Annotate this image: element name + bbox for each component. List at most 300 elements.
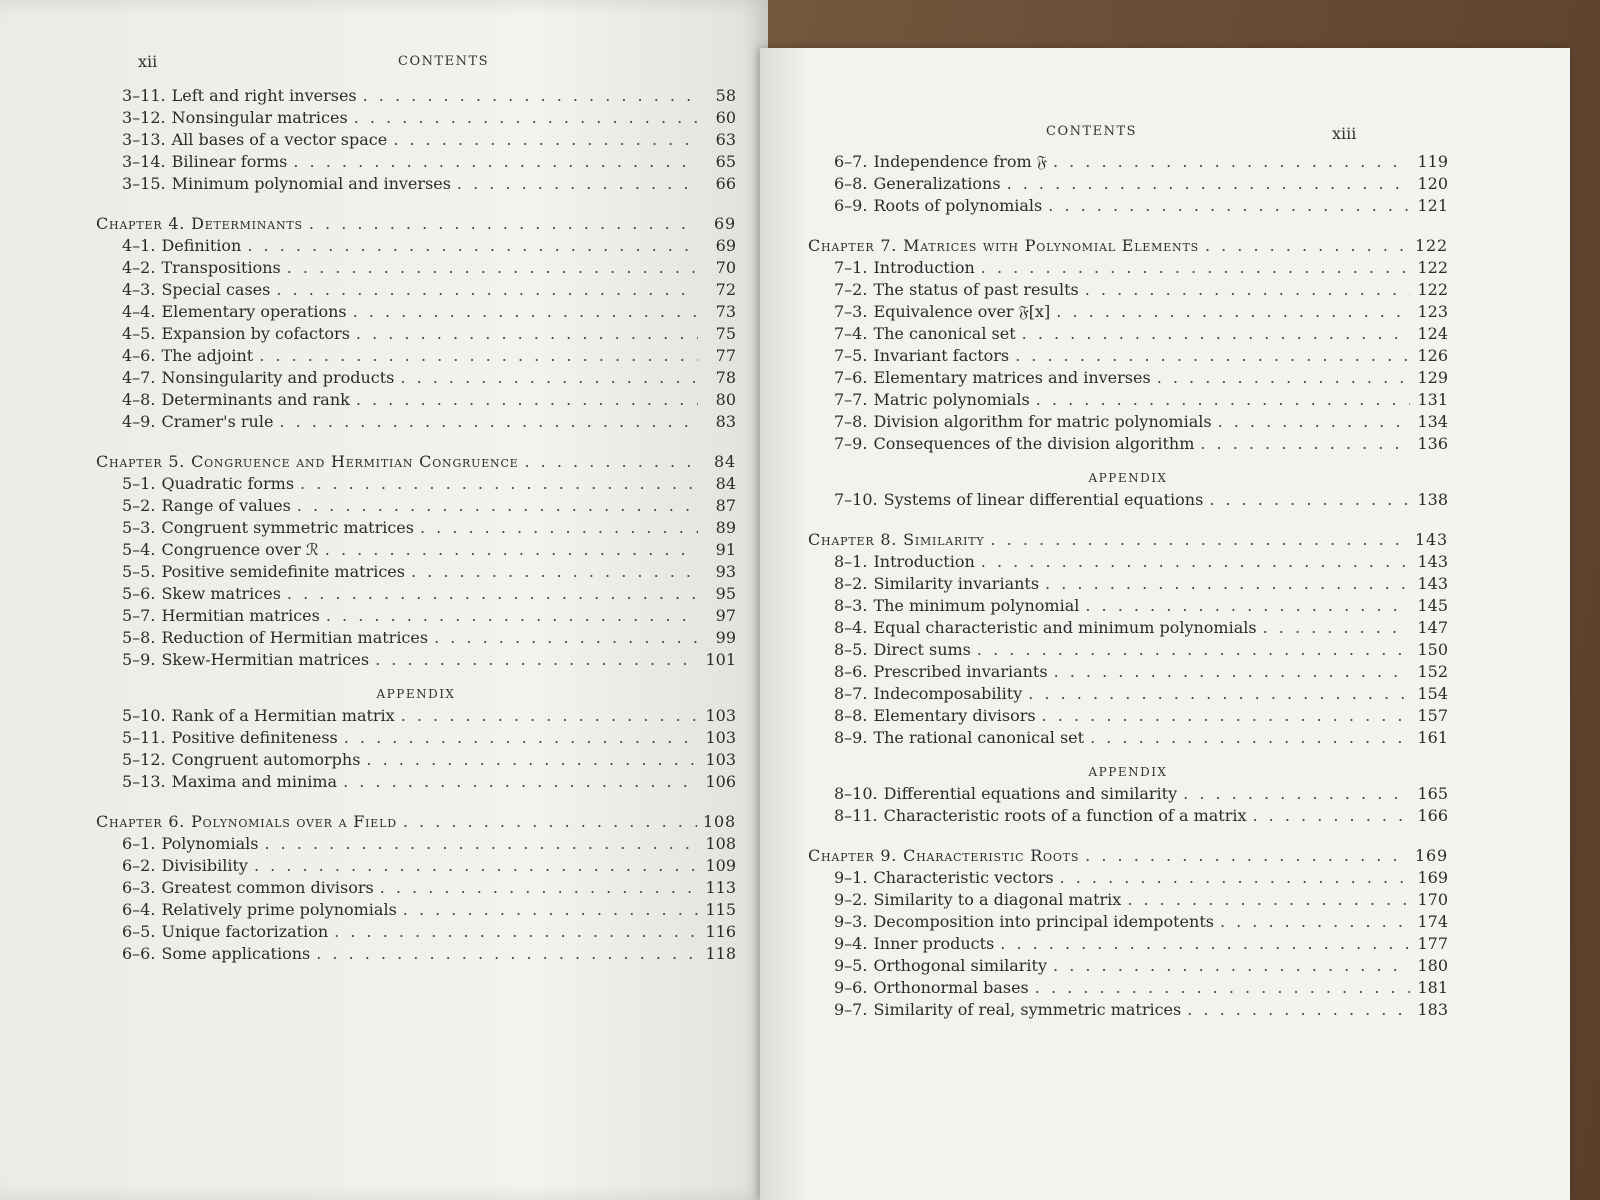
toc-section-number: 7–9.	[834, 434, 868, 453]
toc-page-number: 70	[715, 258, 736, 277]
toc-section-title: Introduction	[873, 258, 975, 277]
toc-page-number: 72	[715, 280, 736, 299]
toc-entry	[808, 640, 1448, 662]
toc-chapter-title: Chapter 5. Congruence and Hermitian Congruence	[96, 452, 519, 471]
toc-page-number: 124	[1417, 324, 1448, 343]
toc-leader-dots	[1056, 302, 1410, 321]
toc-entry	[808, 302, 1448, 324]
toc-page-number: 84	[715, 474, 736, 493]
toc-leader-dots	[400, 368, 698, 387]
toc-entry	[808, 490, 1448, 512]
toc-section-number: 4–9.	[122, 412, 156, 431]
toc-page-number: 69	[714, 214, 736, 233]
toc-section-number: 4–2.	[122, 258, 156, 277]
toc-page-number: 63	[715, 130, 736, 149]
toc-entry	[96, 562, 736, 584]
toc-page-number: 103	[705, 750, 736, 769]
toc-entry	[808, 728, 1448, 750]
toc-section-number: 7–3.	[834, 302, 868, 321]
toc-leader-dots	[1157, 368, 1410, 387]
toc-chapter	[808, 236, 1448, 258]
toc-section-number: 7–8.	[834, 412, 868, 431]
toc-section-title: The adjoint	[161, 346, 254, 365]
toc-section-title: Generalizations	[873, 174, 1001, 193]
toc-chapter	[96, 214, 736, 236]
toc-section-number: 9–3.	[834, 912, 868, 931]
toc-section-title: Divisibility	[161, 856, 248, 875]
toc-section-number: 5–13.	[122, 772, 166, 791]
toc-page-number: 122	[1417, 258, 1448, 277]
toc-section-title: Skew matrices	[161, 584, 281, 603]
toc-leader-dots	[1090, 728, 1410, 747]
toc-section-number: 5–2.	[122, 496, 156, 515]
toc-page-number: 150	[1417, 640, 1448, 659]
toc-section-number: 6–4.	[122, 900, 156, 919]
toc-entry	[96, 280, 736, 302]
toc-entry	[96, 130, 736, 152]
toc-leader-dots	[297, 496, 698, 515]
toc-entry	[96, 474, 736, 496]
toc-entry	[96, 540, 736, 562]
toc-page-number: 116	[705, 922, 736, 941]
toc-section-number: 5–11.	[122, 728, 166, 747]
toc-section-title: Elementary matrices and inverses	[873, 368, 1151, 387]
toc-section-title: Rank of a Hermitian matrix	[171, 706, 395, 725]
toc-section-title: The canonical set	[873, 324, 1016, 343]
toc-entry	[808, 978, 1448, 1000]
toc-leader-dots	[981, 258, 1410, 277]
toc-chapter	[808, 530, 1448, 552]
toc-section-title: The status of past results	[873, 280, 1079, 299]
toc-section-number: 4–3.	[122, 280, 156, 299]
toc-section-number: 5–10.	[122, 706, 166, 725]
toc-entry	[808, 346, 1448, 368]
toc-leader-dots	[354, 108, 698, 127]
toc-page-number: 118	[705, 944, 736, 963]
toc-leader-dots	[457, 174, 698, 193]
toc-leader-dots	[279, 412, 698, 431]
toc-leader-dots	[977, 640, 1410, 659]
toc-section-number: 3–14.	[122, 152, 166, 171]
toc-page-number: 106	[705, 772, 736, 791]
toc-leader-dots	[403, 812, 697, 831]
toc-leader-dots	[316, 944, 698, 963]
toc-section-title: Congruent symmetric matrices	[161, 518, 414, 537]
toc-page-number: 69	[715, 236, 736, 255]
toc-leader-dots	[325, 540, 698, 559]
toc-section-number: 8–6.	[834, 662, 868, 681]
toc-page-number: 108	[705, 834, 736, 853]
toc-entry	[96, 650, 736, 672]
toc-entry	[808, 1000, 1448, 1022]
toc-page-number: 157	[1417, 706, 1448, 725]
toc-section-number: 9–1.	[834, 868, 868, 887]
toc-leader-dots	[1054, 662, 1410, 681]
toc-section-title: Similarity of real, symmetric matrices	[873, 1000, 1182, 1019]
toc-entry	[96, 772, 736, 794]
toc-section-number: 5–9.	[122, 650, 156, 669]
toc-section-title: Inner products	[873, 934, 995, 953]
toc-page-number: 154	[1417, 684, 1448, 703]
toc-section-number: 5–5.	[122, 562, 156, 581]
toc-page-number: 66	[715, 174, 736, 193]
toc-section-title: Definition	[161, 236, 242, 255]
toc-page-number: 169	[1417, 868, 1448, 887]
toc-page-number: 136	[1417, 434, 1448, 453]
toc-leader-dots	[1205, 236, 1409, 255]
toc-section-title: Minimum polynomial and inverses	[171, 174, 451, 193]
toc-entry	[96, 750, 736, 772]
toc-section-title: Left and right inverses	[171, 86, 357, 105]
toc-section-title: Introduction	[873, 552, 975, 571]
toc-leader-dots	[254, 856, 698, 875]
toc-section-number: 7–2.	[834, 280, 868, 299]
toc-section-title: The minimum polynomial	[873, 596, 1080, 615]
toc-entry	[808, 574, 1448, 596]
toc-section-number: 3–12.	[122, 108, 166, 127]
toc-section-title: Range of values	[161, 496, 291, 515]
toc-entry	[96, 258, 736, 280]
toc-page-number: 183	[1417, 1000, 1448, 1019]
toc-section-number: 6–9.	[834, 196, 868, 215]
toc-section-number: 8–3.	[834, 596, 868, 615]
toc-page-number: 109	[705, 856, 736, 875]
toc-section-title: Similarity to a diagonal matrix	[873, 890, 1122, 909]
toc-leader-dots	[1200, 434, 1410, 453]
toc-leader-dots	[420, 518, 698, 537]
toc-entry	[96, 606, 736, 628]
toc-leader-dots	[1187, 1000, 1410, 1019]
toc-leader-dots	[1253, 806, 1411, 825]
toc-page-number: 123	[1417, 302, 1448, 321]
toc-leader-dots	[1053, 956, 1410, 975]
toc-section-title: Matric polynomials	[873, 390, 1030, 409]
toc-section-title: Bilinear forms	[171, 152, 288, 171]
toc-leader-dots	[1183, 784, 1410, 803]
toc-entry	[808, 412, 1448, 434]
toc-page-number: 120	[1417, 174, 1448, 193]
toc-leader-dots	[356, 324, 698, 343]
toc-entry	[96, 584, 736, 606]
toc-section-title: Similarity invariants	[873, 574, 1040, 593]
toc-entry	[808, 596, 1448, 618]
toc-entry	[808, 174, 1448, 196]
toc-page-number: 122	[1417, 280, 1448, 299]
toc-section-number: 8–7.	[834, 684, 868, 703]
toc-page-number: 73	[715, 302, 736, 321]
toc-section-title: Reduction of Hermitian matrices	[161, 628, 429, 647]
toc-page-number: 91	[715, 540, 736, 559]
toc-entry	[808, 806, 1448, 828]
appendix-heading: APPENDIX	[376, 687, 456, 701]
toc-section-title: Invariant factors	[873, 346, 1010, 365]
toc-section-number: 6–6.	[122, 944, 156, 963]
toc-page-number: 101	[705, 650, 736, 669]
toc-section-number: 7–1.	[834, 258, 868, 277]
toc-leader-dots	[1048, 196, 1410, 215]
toc-page-number: 170	[1417, 890, 1448, 909]
toc-page-number: 147	[1417, 618, 1448, 637]
toc-leader-dots	[1220, 912, 1410, 931]
toc-leader-dots	[247, 236, 698, 255]
right-toc	[808, 152, 1448, 1022]
toc-entry	[808, 434, 1448, 456]
toc-section-number: 3–11.	[122, 86, 166, 105]
toc-entry	[96, 944, 736, 966]
toc-entry	[808, 706, 1448, 728]
toc-section-title: All bases of a vector space	[171, 130, 388, 149]
toc-page-number: 58	[715, 86, 736, 105]
toc-section-title: Maxima and minima	[171, 772, 338, 791]
toc-section-number: 8–9.	[834, 728, 868, 747]
toc-page-number: 103	[705, 706, 736, 725]
toc-section-title: Direct sums	[873, 640, 971, 659]
toc-section-number: 4–8.	[122, 390, 156, 409]
toc-section-number: 9–2.	[834, 890, 868, 909]
toc-page-number: 103	[705, 728, 736, 747]
toc-entry	[808, 784, 1448, 806]
toc-section-title: Differential equations and similarity	[883, 784, 1178, 803]
toc-leader-dots	[343, 772, 698, 791]
toc-section-number: 5–8.	[122, 628, 156, 647]
toc-section-title: Decomposition into principal idempotents	[873, 912, 1214, 931]
toc-page-number: 143	[1417, 574, 1448, 593]
toc-section-title: Cramer's rule	[161, 412, 274, 431]
toc-section-title: Quadratic forms	[161, 474, 295, 493]
toc-leader-dots	[264, 834, 698, 853]
toc-page-number: 145	[1417, 596, 1448, 615]
toc-entry	[808, 662, 1448, 684]
toc-section-title: Unique factorization	[161, 922, 329, 941]
toc-leader-dots	[1000, 934, 1410, 953]
left-page	[0, 0, 768, 1200]
toc-page-number: 138	[1417, 490, 1448, 509]
toc-leader-dots	[366, 750, 698, 769]
toc-chapter	[96, 812, 736, 834]
toc-section-number: 8–10.	[834, 784, 878, 803]
toc-page-number: 174	[1417, 912, 1448, 931]
toc-section-title: Hermitian matrices	[161, 606, 320, 625]
toc-entry	[96, 628, 736, 650]
toc-leader-dots	[1209, 490, 1410, 509]
toc-section-title: The rational canonical set	[873, 728, 1085, 747]
toc-section-title: Positive definiteness	[171, 728, 338, 747]
toc-entry	[96, 878, 736, 900]
toc-entry	[808, 152, 1448, 174]
toc-leader-dots	[393, 130, 698, 149]
toc-section-title: Relatively prime polynomials	[161, 900, 397, 919]
toc-entry	[96, 728, 736, 750]
toc-leader-dots	[380, 878, 698, 897]
toc-chapter-title: Chapter 6. Polynomials over a Field	[96, 812, 397, 831]
toc-entry	[96, 174, 736, 196]
toc-section-title: Greatest common divisors	[161, 878, 374, 897]
toc-leader-dots	[525, 452, 699, 471]
toc-entry	[96, 900, 736, 922]
toc-section-title: Transpositions	[161, 258, 281, 277]
toc-entry	[96, 496, 736, 518]
toc-section-number: 6–8.	[834, 174, 868, 193]
toc-chapter-title: Chapter 8. Similarity	[808, 530, 985, 549]
toc-section-title: Congruence over ℛ	[161, 540, 319, 559]
toc-leader-dots	[1035, 978, 1410, 997]
toc-section-title: Skew-Hermitian matrices	[161, 650, 370, 669]
toc-section-title: Orthonormal bases	[873, 978, 1029, 997]
toc-leader-dots	[1042, 706, 1410, 725]
toc-page-number: 75	[715, 324, 736, 343]
toc-leader-dots	[276, 280, 698, 299]
toc-section-title: Orthogonal similarity	[873, 956, 1048, 975]
toc-leader-dots	[309, 214, 698, 233]
toc-section-title: Equal characteristic and minimum polynomials	[873, 618, 1257, 637]
toc-page-number: 87	[715, 496, 736, 515]
toc-leader-dots	[363, 86, 698, 105]
toc-entry	[96, 706, 736, 728]
toc-section-title: Consequences of the division algorithm	[873, 434, 1195, 453]
toc-section-number: 7–5.	[834, 346, 868, 365]
toc-entry	[808, 258, 1448, 280]
toc-leader-dots	[1015, 346, 1410, 365]
toc-section-number: 8–8.	[834, 706, 868, 725]
right-page	[760, 48, 1570, 1200]
toc-entry	[96, 324, 736, 346]
toc-page-number: 165	[1417, 784, 1448, 803]
toc-page-number: 99	[715, 628, 736, 647]
toc-section-number: 6–2.	[122, 856, 156, 875]
toc-entry	[808, 390, 1448, 412]
toc-section-title: Nonsingular matrices	[171, 108, 348, 127]
toc-section-title: Some applications	[161, 944, 311, 963]
toc-page-number: 122	[1415, 236, 1448, 255]
toc-leader-dots	[1060, 868, 1410, 887]
right-running-head: CONTENTS	[1046, 124, 1138, 139]
toc-page-number: 93	[715, 562, 736, 581]
toc-section-number: 7–6.	[834, 368, 868, 387]
toc-section-number: 5–12.	[122, 750, 166, 769]
toc-entry	[808, 368, 1448, 390]
toc-page-number: 180	[1417, 956, 1448, 975]
toc-section-title: Polynomials	[161, 834, 259, 853]
toc-leader-dots	[1007, 174, 1410, 193]
toc-entry	[808, 890, 1448, 912]
toc-leader-dots	[344, 728, 698, 747]
toc-page-number: 126	[1417, 346, 1448, 365]
toc-page-number: 119	[1417, 152, 1448, 171]
toc-section-number: 5–7.	[122, 606, 156, 625]
toc-leader-dots	[403, 900, 698, 919]
toc-page-number: 161	[1417, 728, 1448, 747]
toc-leader-dots	[411, 562, 698, 581]
toc-section-number: 9–7.	[834, 1000, 868, 1019]
toc-section-title: Expansion by cofactors	[161, 324, 350, 343]
toc-entry	[96, 152, 736, 174]
toc-leader-dots	[1028, 684, 1410, 703]
toc-section-title: Roots of polynomials	[873, 196, 1043, 215]
toc-entry	[96, 922, 736, 944]
toc-page-number: 78	[715, 368, 736, 387]
toc-section-number: 6–3.	[122, 878, 156, 897]
toc-leader-dots	[293, 152, 698, 171]
toc-leader-dots	[1085, 280, 1410, 299]
toc-entry	[96, 834, 736, 856]
toc-page-number: 95	[715, 584, 736, 603]
toc-page-number: 65	[715, 152, 736, 171]
toc-entry	[96, 86, 736, 108]
toc-section-title: Characteristic roots of a function of a matrix	[883, 806, 1247, 825]
toc-section-number: 6–5.	[122, 922, 156, 941]
toc-page-number: 177	[1417, 934, 1448, 953]
toc-section-number: 5–3.	[122, 518, 156, 537]
toc-leader-dots	[353, 302, 698, 321]
toc-leader-dots	[287, 584, 698, 603]
toc-leader-dots	[401, 706, 698, 725]
toc-section-title: Equivalence over 𝔉[x]	[873, 302, 1051, 321]
toc-page-number: 129	[1417, 368, 1448, 387]
toc-entry	[808, 912, 1448, 934]
toc-leader-dots	[334, 922, 698, 941]
toc-leader-dots	[1036, 390, 1410, 409]
toc-section-number: 7–4.	[834, 324, 868, 343]
toc-leader-dots	[1263, 618, 1410, 637]
toc-leader-dots	[1218, 412, 1410, 431]
toc-section-number: 5–1.	[122, 474, 156, 493]
toc-section-title: Indecomposability	[873, 684, 1023, 703]
left-page-number: xii	[138, 52, 158, 71]
right-page-number: xiii	[1332, 124, 1357, 143]
toc-page-number: 80	[715, 390, 736, 409]
toc-section-number: 4–6.	[122, 346, 156, 365]
toc-entry	[96, 236, 736, 258]
toc-leader-dots	[1045, 574, 1410, 593]
toc-chapter-title: Chapter 4. Determinants	[96, 214, 303, 233]
toc-leader-dots	[300, 474, 698, 493]
toc-entry	[96, 368, 736, 390]
toc-entry	[808, 934, 1448, 956]
toc-page-number: 97	[715, 606, 736, 625]
toc-leader-dots	[287, 258, 698, 277]
toc-page-number: 143	[1417, 552, 1448, 571]
toc-entry	[808, 324, 1448, 346]
toc-section-title: Special cases	[161, 280, 271, 299]
toc-page-number: 89	[715, 518, 736, 537]
toc-section-number: 6–1.	[122, 834, 156, 853]
toc-leader-dots	[1085, 846, 1409, 865]
toc-page-number: 113	[705, 878, 736, 897]
toc-section-number: 8–1.	[834, 552, 868, 571]
toc-entry	[808, 956, 1448, 978]
toc-page-number: 60	[715, 108, 736, 127]
toc-section-title: Division algorithm for matric polynomials	[873, 412, 1212, 431]
toc-chapter	[808, 846, 1448, 868]
toc-leader-dots	[1053, 152, 1410, 171]
toc-page-number: 77	[715, 346, 736, 365]
toc-entry	[808, 618, 1448, 640]
toc-section-number: 4–7.	[122, 368, 156, 387]
toc-leader-dots	[259, 346, 698, 365]
toc-section-number: 4–1.	[122, 236, 156, 255]
toc-page-number: 169	[1415, 846, 1448, 865]
toc-section-number: 7–7.	[834, 390, 868, 409]
toc-page-number: 108	[703, 812, 736, 831]
toc-section-number: 3–13.	[122, 130, 166, 149]
toc-section-number: 4–5.	[122, 324, 156, 343]
toc-entry	[96, 390, 736, 412]
toc-entry	[96, 518, 736, 540]
toc-leader-dots	[326, 606, 698, 625]
toc-leader-dots	[1085, 596, 1410, 615]
toc-section-title: Positive semidefinite matrices	[161, 562, 405, 581]
toc-entry	[808, 684, 1448, 706]
